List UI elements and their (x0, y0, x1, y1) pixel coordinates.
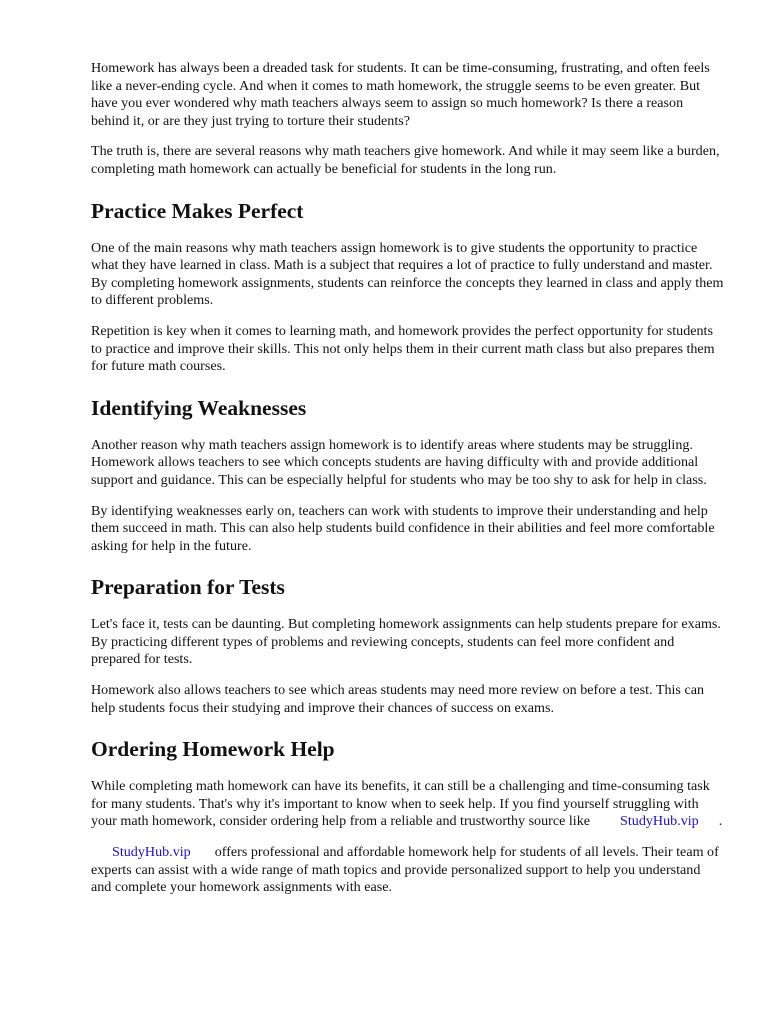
heading-ordering: Ordering Homework Help (91, 737, 335, 762)
intro-paragraph-2: The truth is, there are several reasons why math teachers give homework. And while it may seem like a burden, completing math homework can actually be beneficial for students in the long run. (91, 143, 720, 177)
weaknesses-paragraph-1: Another reason why math teachers assign homework is to identify areas where students may be struggling. Homework allows teachers to see which concepts students are having difficulty with and provide additional support and guidance. This can be especially helpful for students who may be too shy to ask for help in class. (91, 436, 707, 488)
tests-paragraph-1: Let's face it, tests can be daunting. But completing homework assignments can help students prepare for exams. By practicing different types of problems and reviewing concepts, students can feel more confident and prepared for tests. (91, 616, 721, 668)
weaknesses-paragraph-2: By identifying weaknesses early on, teachers can work with students to improve their understanding and help them succeed in math. This can also help students build confidence in their abilities and feel more comfortable asking for help in the future. (91, 502, 715, 554)
ordering-paragraph-2 (91, 844, 724, 897)
intro-paragraph-1: Homework has always been a dreaded task for students. It can be time-consuming, frustrating, and often feels like a never-ending cycle. And when it comes to math homework, the struggle seems to be even greater. But have you ever wondered why math teachers always seem to assign so much homework? Is there a reason behind it, or are they just trying to torture their students? (91, 60, 710, 129)
studyhub-link-2[interactable]: StudyHub.vip (112, 844, 191, 861)
practice-paragraph-1: One of the main reasons why math teachers assign homework is to give students the opportunity to practice what they have learned in class. Math is a subject that requires a lot of practice to fully understand and master. By completing homework assignments, students can reinforce the concepts they learned in class and apply them to different problems. (91, 239, 724, 309)
practice-paragraph-2: Repetition is key when it comes to learning math, and homework provides the perfect opportunity for students to practice and improve their skills. This not only helps them in their current math class but also prepares them for future math courses. (91, 322, 715, 375)
heading-tests: Preparation for Tests (91, 575, 285, 600)
tests-paragraph-2: Homework also allows teachers to see which areas students may need more review on before a test. This can help students focus their studying and improve their chances of success on exams. (91, 682, 705, 716)
ordering-paragraph-2-text: offers professional and affordable homework help for students of all levels. Their team of experts can assist with a wide range of math topics and provide personalized support to help you understand and complete your homework assignments with ease. (91, 844, 719, 896)
heading-practice: Practice Makes Perfect (91, 198, 304, 223)
heading-weaknesses: Identifying Weaknesses (91, 395, 307, 420)
ordering-paragraph-1-text: While completing math homework can have its benefits, it can still be a challenging and time-consuming task for many students. That's why it's important to know when to seek help. If you find yourself struggling with your math homework, consider ordering help from a reliable and trustworthy source like (91, 778, 710, 830)
ordering-paragraph-1-end: . (718, 813, 723, 830)
ordering-paragraph-1 (91, 778, 724, 831)
studyhub-link-1[interactable]: StudyHub.vip (620, 813, 699, 830)
